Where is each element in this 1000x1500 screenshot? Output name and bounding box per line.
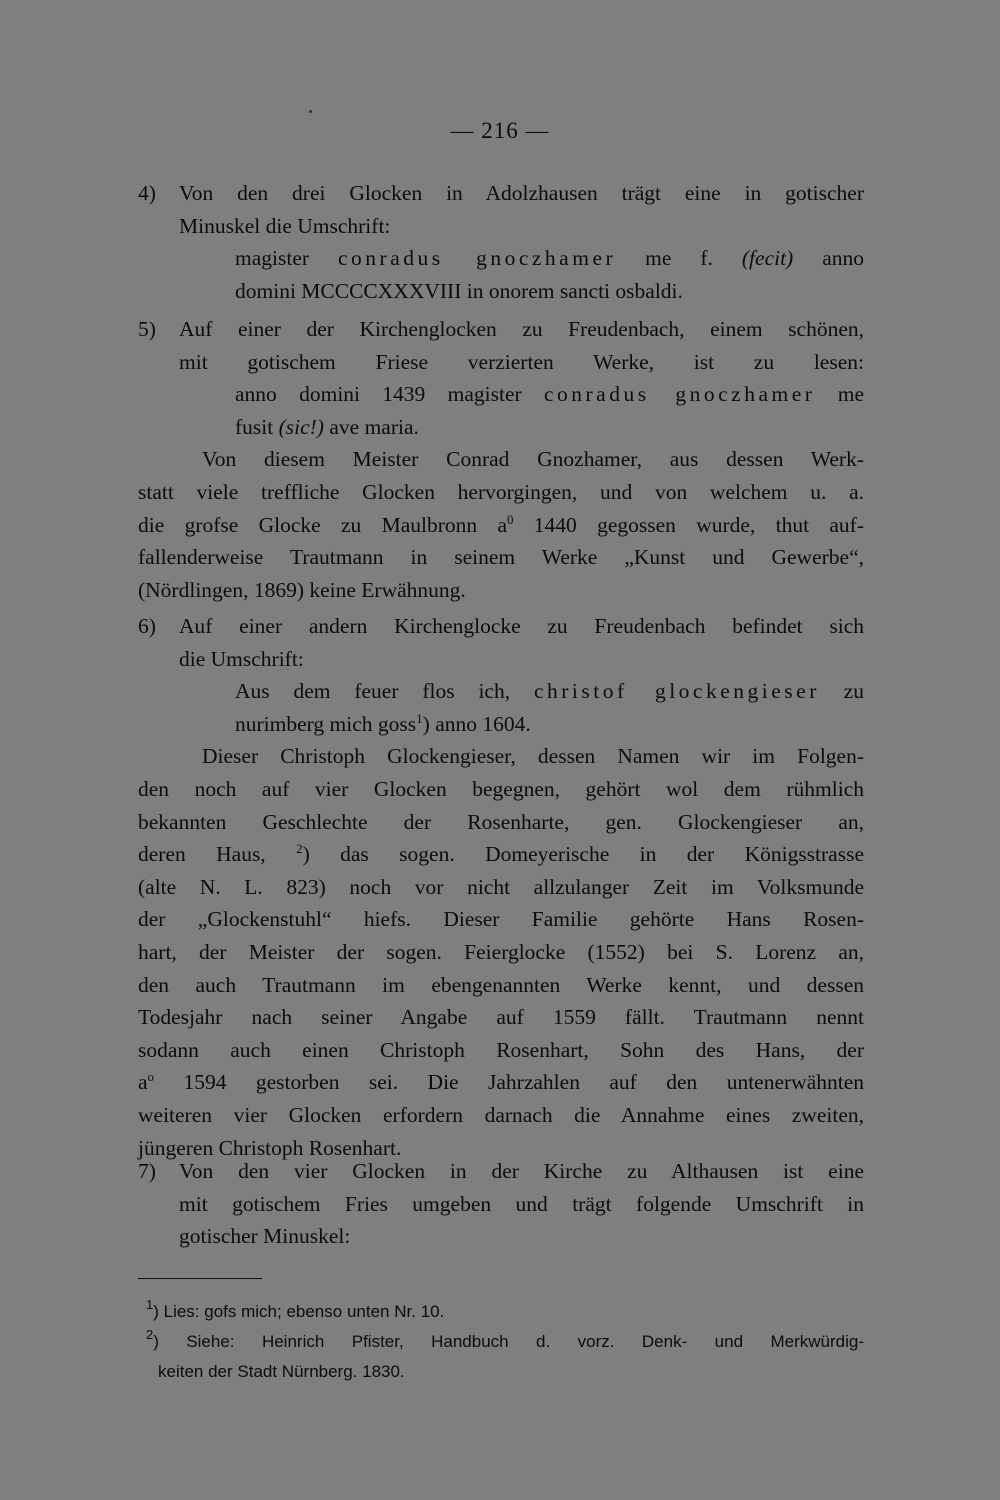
paragraph-line: (alte N. L. 823) noch vor nicht allzulanger Zeit im Volksmunde: [138, 874, 864, 899]
inscription-line: anno domini 1439 magister conradus gnoczhamer me: [235, 382, 864, 407]
item-6-line-1: 6) Auf einer andern Kirchenglocke zu Freudenbach befindet sich: [138, 610, 864, 643]
item-7-line-3: gotischer Minuskel:: [179, 1224, 351, 1249]
paragraph-line: die grofse Glocke zu Maulbronn $a^0$ 1440 gegossen wurde, thut auf-: [138, 511, 864, 537]
item-6: [138, 610, 864, 1164]
paragraph-line: fallenderweise Trautmann in seinem Werke „Kunst und Gewerbe“,: [138, 545, 864, 570]
item-number: 7): [138, 1159, 156, 1183]
paragraph-line: Von diesem Meister Conrad Gnozhamer, aus dessen Werk-: [202, 447, 864, 472]
inscription-line: fusit (sic!) ave maria.: [235, 414, 419, 439]
item-7-line-1: 7) Von den vier Glocken in der Kirche zu Althausen ist eine: [138, 1155, 864, 1188]
inscription-line: domini MCCCCXXXVIII in onorem sancti osbaldi.: [235, 278, 683, 303]
paragraph-line: $a^o$ 1594 gestorben sei. Die Jahrzahlen auf den untenerwähnten: [138, 1069, 864, 1095]
item-7: [138, 1155, 864, 1253]
item-number: 6): [138, 614, 156, 638]
paragraph-line: Dieser Christoph Glockengieser, dessen Namen wir im Folgen-: [202, 744, 864, 769]
paragraph-line: deren Haus, $^2$) das sogen. Domeyerische in der Königsstrasse: [138, 841, 864, 867]
paragraph-line: statt viele treffliche Glocken hervorgingen, und von welchem u. a.: [138, 479, 864, 504]
item-4-line-1: 4) Von den drei Glocken in Adolzhausen trägt eine in gotischer: [138, 177, 864, 210]
item-7-line-2: mit gotischem Fries umgeben und trägt folgende Umschrift in: [179, 1191, 864, 1216]
paragraph-line: sodann auch einen Christoph Rosenhart, Sohn des Hans, der: [138, 1037, 864, 1062]
footnote-separator: [138, 1278, 262, 1279]
speck: [309, 110, 312, 113]
paragraph-line: hart, der Meister der sogen. Feierglocke (1552) bei S. Lorenz an,: [138, 939, 864, 964]
inscription-line: magister conradus gnoczhamer me f. (fecit) anno: [235, 246, 864, 271]
paragraph-line: den noch auf vier Glocken begegnen, gehört wol dem rühmlich: [138, 776, 864, 801]
item-number: 5): [138, 317, 156, 341]
inscription-line: nurimberg mich goss$^1$) anno 1604.: [235, 710, 531, 736]
item-number: 4): [138, 181, 156, 205]
item-6-line-2: die Umschrift:: [179, 646, 304, 671]
item-4: [138, 177, 864, 307]
paragraph-line: weiteren vier Glocken erfordern darnach die Annahme eines zweiten,: [138, 1102, 864, 1127]
item-5-line-2: mit gotischem Friese verzierten Werke, ist zu lesen:: [179, 349, 864, 374]
paragraph-line: (Nördlingen, 1869) keine Erwähnung.: [138, 577, 466, 602]
paragraph-line: Todesjahr nach seiner Angabe auf 1559 fällt. Trautmann nennt: [138, 1005, 864, 1030]
paragraph-line: der „Glockenstuhl“ hiefs. Dieser Familie gehörte Hans Rosen-: [138, 907, 864, 932]
footnote-1: $^1$) Lies: gofs mich; ebenso unten Nr. 10.: [146, 1297, 445, 1321]
paragraph-line: bekannten Geschlechte der Rosenharte, gen. Glockengieser an,: [138, 809, 864, 834]
footnote-2: $^2$) Siehe: Heinrich Pfister, Handbuch d. vorz. Denk- und Merkwürdig-: [146, 1327, 864, 1351]
page-number: — 216 —: [450, 118, 550, 143]
paragraph-line: den auch Trautmann im ebengenannten Werke kennt, und dessen: [138, 972, 864, 997]
item-4-line-2: Minuskel die Umschrift:: [179, 213, 391, 238]
item-5-line-1: 5) Auf einer der Kirchenglocken zu Freudenbach, einem schönen,: [138, 313, 864, 346]
item-5: [138, 313, 864, 606]
paragraph-line: jüngeren Christoph Rosenhart.: [138, 1135, 402, 1160]
inscription-line: Aus dem feuer flos ich, christof glockengieser zu: [235, 679, 864, 704]
footnotes: [146, 1297, 864, 1387]
footnote-2-continued: keiten der Stadt Nürnberg. 1830.: [158, 1362, 405, 1381]
